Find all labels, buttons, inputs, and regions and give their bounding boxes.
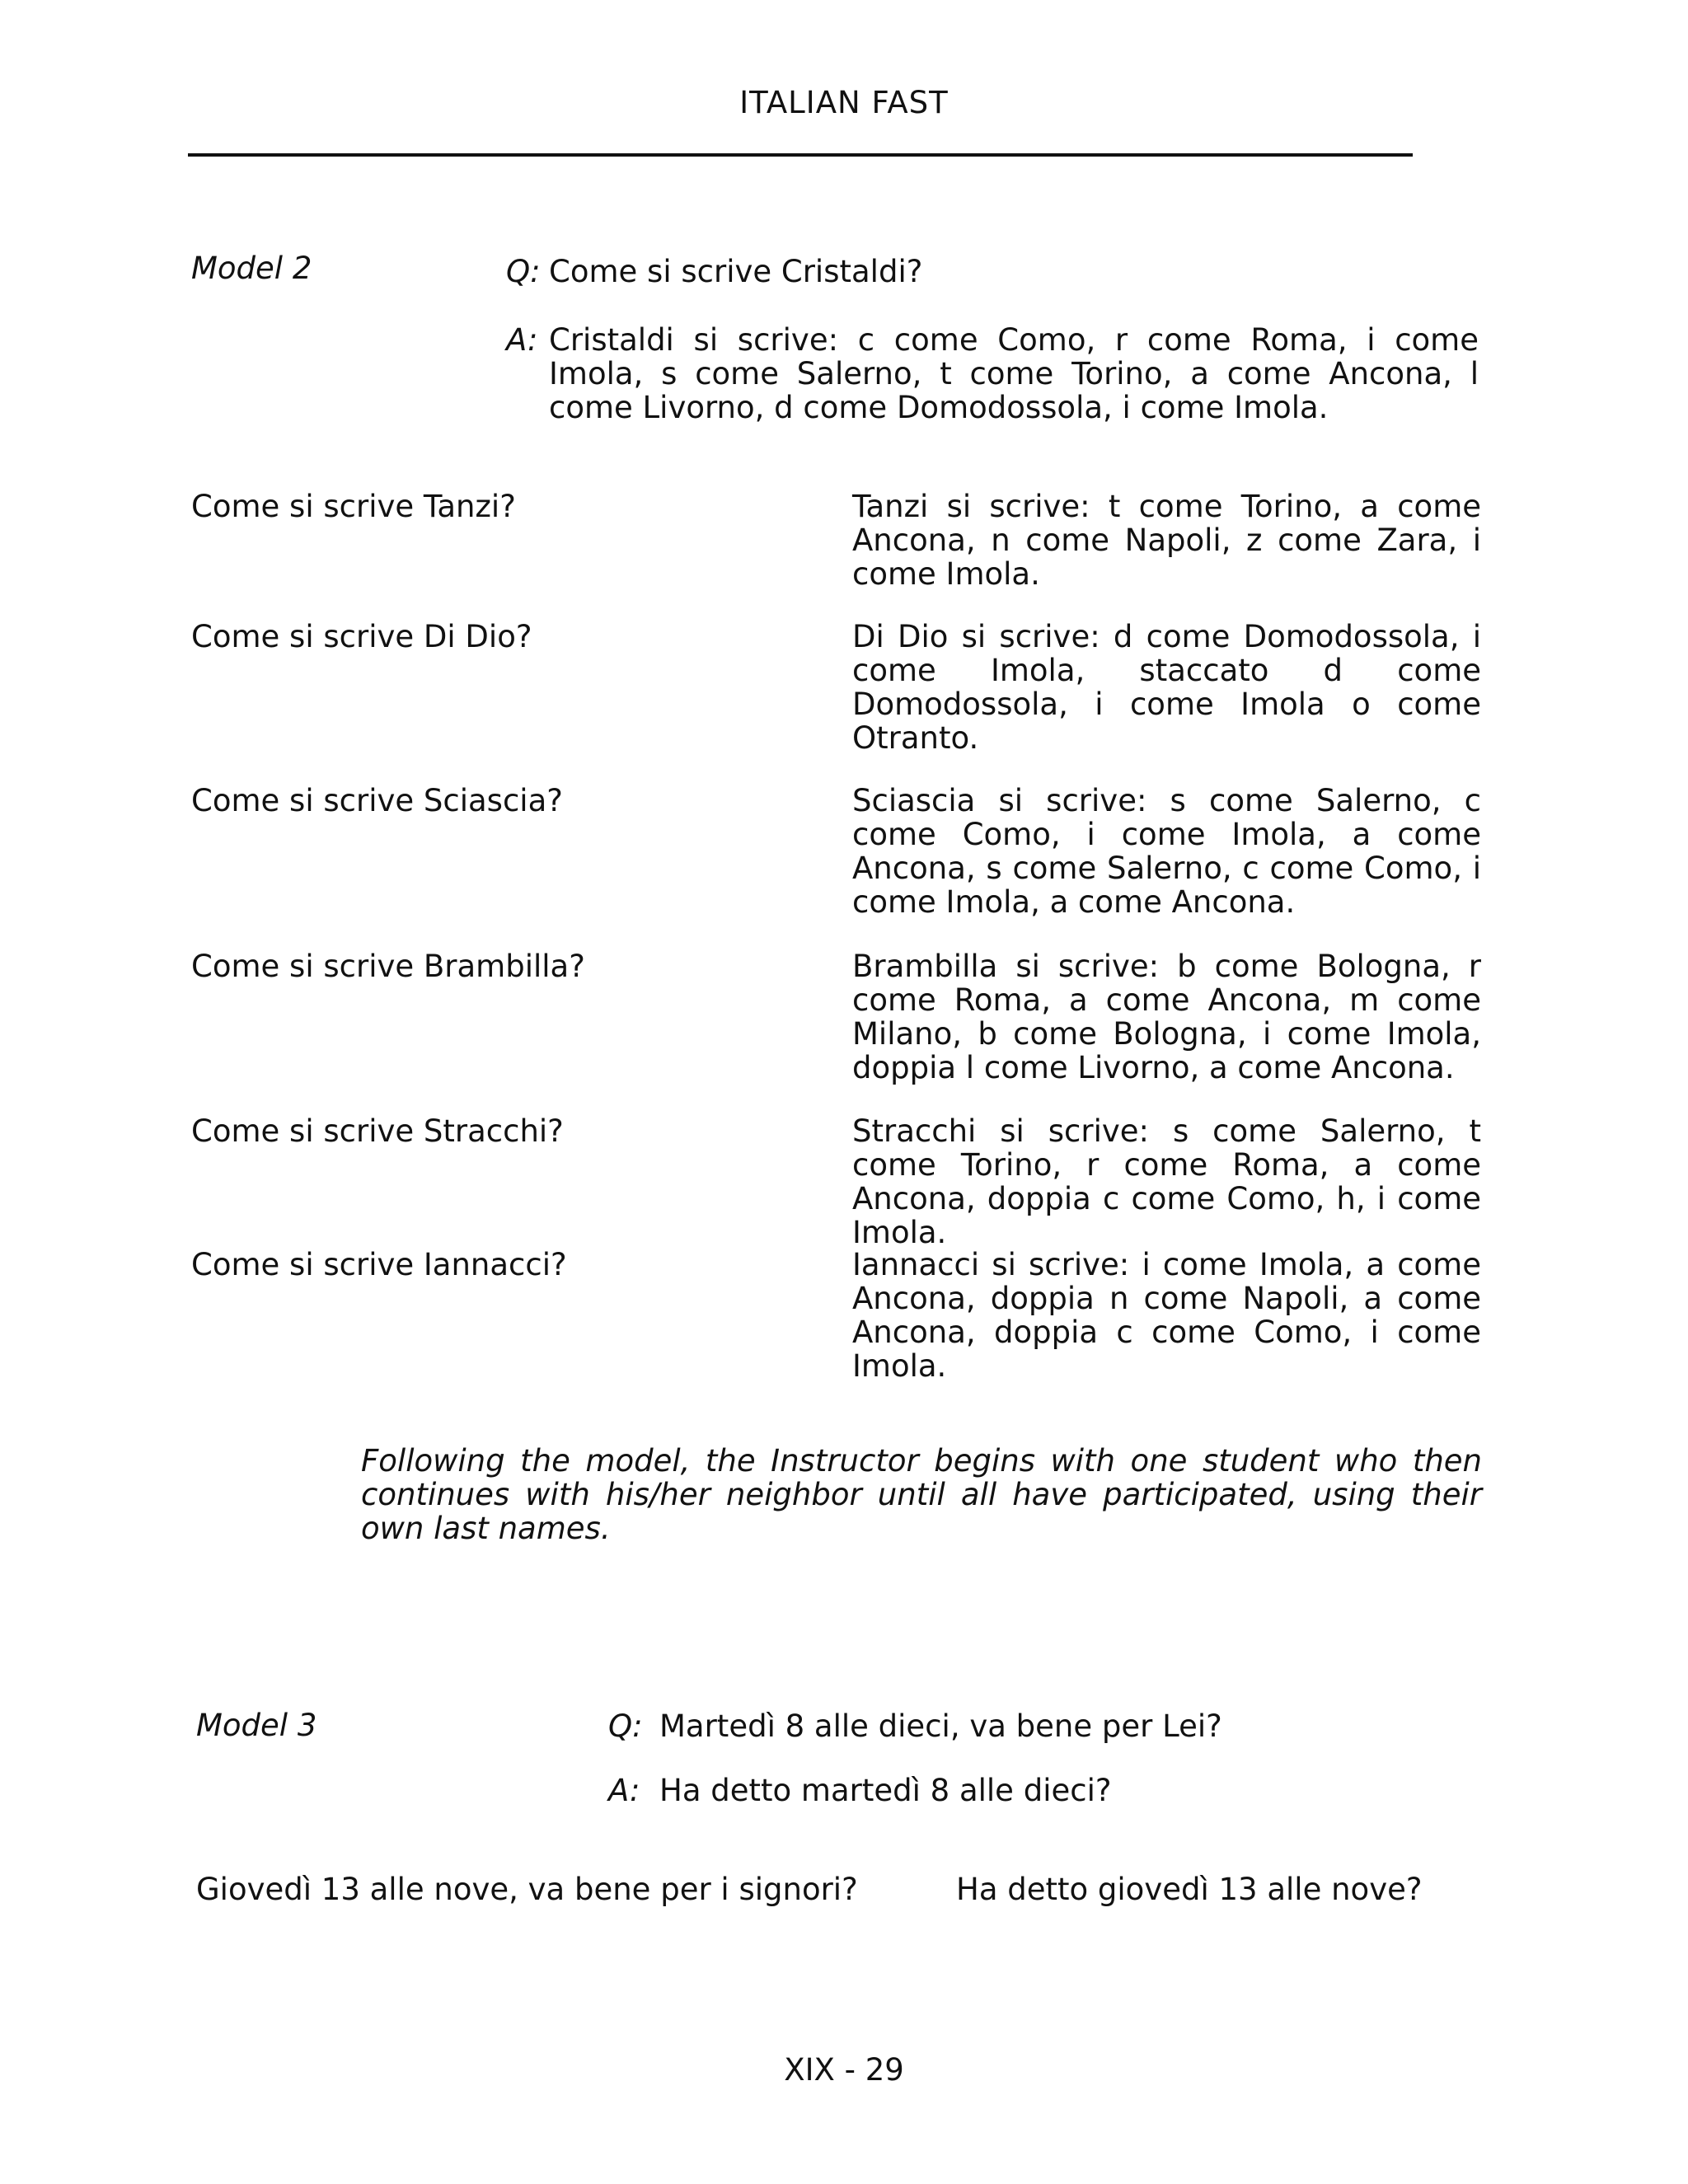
exercise-question-4: Come si scrive Brambilla? [191, 949, 585, 984]
model3-question-text: Martedì 8 alle dieci, va bene per Lei? [659, 1708, 1222, 1744]
header-rule [188, 153, 1413, 157]
model3-q-tag: Q: [608, 1708, 643, 1744]
exercise-answer-3: Sciascia si scrive: s come Salerno, c come Como, i come Imola, a come Ancona, s come Salerno, c come Como, i come Imola, a come Ancona. [852, 783, 1481, 920]
exercise-question-3: Come si scrive Sciascia? [191, 783, 563, 818]
exercise-answer-6: Iannacci si scrive: i come Imola, a come Ancona, doppia n come Napoli, a come Ancona, doppia c come Como, i come Imola. [852, 1247, 1481, 1384]
exercise-answer-4: Brambilla si scrive: b come Bologna, r come Roma, a come Ancona, m come Milano, b come Bologna, i come Imola, doppia l come Livorno, a come Ancona. [852, 949, 1481, 1085]
exercise-question-2: Come si scrive Di Dio? [191, 619, 532, 654]
exercise-question-5: Come si scrive Stracchi? [191, 1113, 564, 1149]
model2-answer [506, 323, 1479, 424]
model3-label: Model 3 [196, 1708, 317, 1743]
model3-exercise-answer: Ha detto giovedì 13 alle nove? [956, 1872, 1423, 1907]
exercise-question-6: Come si scrive Iannacci? [191, 1247, 567, 1282]
exercise-answer-1: Tanzi si scrive: t come Torino, a come Ancona, n come Napoli, z come Zara, i come Imola. [852, 489, 1481, 592]
exercise-question-1: Come si scrive Tanzi? [191, 489, 516, 524]
page-number: XIX - 29 [784, 2052, 904, 2088]
model2-question-text: Come si scrive Cristaldi? [549, 254, 923, 289]
exercise-answer-5: Stracchi si scrive: s come Salerno, t come Torino, r come Roma, a come Ancona, doppia c come Como, h, i come Imola. [852, 1113, 1481, 1250]
model3-exercise-question: Giovedì 13 alle nove, va bene per i signori? [196, 1872, 858, 1907]
model2-answer-text: Cristaldi si scrive: c come Como, r come Roma, i come Imola, s come Salerno, t come Torino, a come Ancona, l come Livorno, d come Domodossola, i come Imola. [549, 322, 1479, 425]
model3-answer-text: Ha detto martedì 8 alle dieci? [659, 1773, 1112, 1808]
model2-a-tag: A: [506, 322, 538, 358]
model3-answer [608, 1773, 1515, 1808]
page-header-title: ITALIAN FAST [739, 85, 949, 120]
model2-q-tag: Q: [506, 254, 541, 289]
model2-question [506, 254, 1479, 289]
model2-label: Model 2 [191, 251, 312, 286]
instruction-text: Following the model, the Instructor begins with one student who then continues with his/her neighbor until all have participated, using their own last names. [361, 1443, 1482, 1546]
model3-question [608, 1708, 1515, 1744]
exercise-answer-2: Di Dio si scrive: d come Domodossola, i come Imola, staccato d come Domodossola, i come Imola o come Otranto. [852, 619, 1481, 756]
model3-a-tag: A: [608, 1773, 640, 1808]
